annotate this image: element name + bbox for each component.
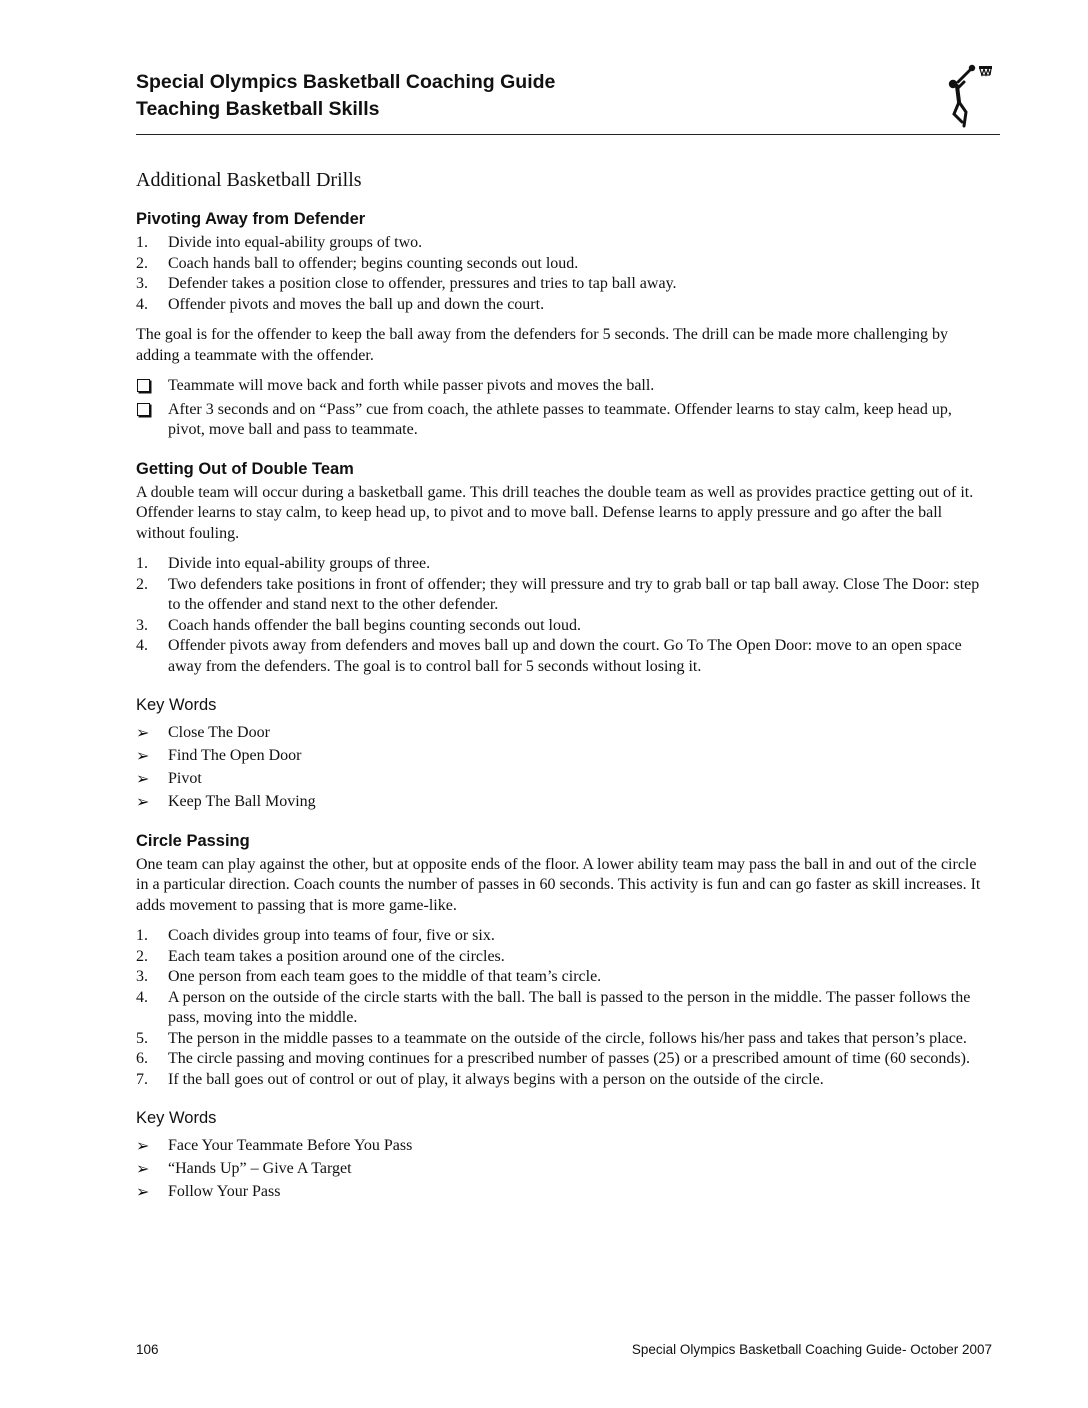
list-item: [136, 1049, 992, 1070]
step-text: Divide into equal-ability groups of two.: [168, 234, 423, 251]
list-item: [136, 233, 992, 254]
list-item: [136, 1159, 992, 1180]
drill3-steps: [136, 926, 992, 1090]
arrow-bullet-icon: ➢: [136, 769, 150, 788]
list-item: [136, 792, 992, 813]
list-item: [136, 274, 992, 295]
drill3-key-words: [136, 1136, 992, 1203]
arrow-bullet-icon: ➢: [136, 1136, 150, 1155]
step-number: 1.: [136, 234, 148, 251]
arrow-bullet-icon: ➢: [136, 792, 150, 811]
step-text: Offender pivots and moves the ball up and down the court.: [168, 295, 545, 313]
step-number: 2.: [136, 575, 148, 593]
header-title-line2: Teaching Basketball Skills: [136, 98, 380, 120]
step-number: 7.: [136, 1070, 148, 1088]
list-item: [136, 988, 992, 1029]
list-item: [136, 723, 992, 744]
drill-title-circle-passing: Circle Passing: [136, 831, 250, 850]
drill2-key-words: [136, 723, 992, 813]
list-item: [136, 967, 992, 988]
checkbox-bullet-icon: [137, 379, 150, 392]
step-text: Each team takes a position around one of the circles.: [168, 947, 505, 965]
list-item: [136, 1182, 992, 1203]
list-item: [136, 400, 992, 441]
step-text: One person from each team goes to the middle of that team’s circle.: [168, 968, 602, 985]
basketball-player-icon: [944, 60, 994, 132]
arrow-bullet-icon: ➢: [136, 746, 150, 765]
step-number: 4.: [136, 637, 148, 654]
section-title: Additional Basketball Drills: [136, 169, 362, 191]
step-number: 3.: [136, 968, 148, 985]
step-number: 3.: [136, 275, 148, 292]
list-item: [136, 636, 992, 677]
list-item: [136, 746, 992, 767]
step-text: Divide into equal-ability groups of three.: [168, 555, 431, 572]
check-text: Teammate will move back and forth while passer pivots and moves the ball.: [168, 377, 655, 394]
step-number: 4.: [136, 295, 148, 313]
arrow-bullet-icon: ➢: [136, 723, 150, 742]
footer-text: Special Olympics Basketball Coaching Guide- October 2007: [631, 1342, 992, 1357]
list-item: [136, 554, 992, 575]
drill2-steps: [136, 554, 992, 677]
drill1-paragraph: The goal is for the offender to keep the ball away from the defenders for 5 seconds. The drill can be made more challenging by adding a teammate with the offender.: [136, 326, 949, 364]
list-item: [136, 1070, 992, 1091]
key-word: Close The Door: [168, 724, 270, 741]
step-text: Offender pivots away from defenders and moves ball up and down the court. Go To The Open Door: move to an open space away from the defenders. The goal is to control ball for 5 seconds without losing it.: [168, 637, 962, 675]
check-text: After 3 seconds and on “Pass” cue from coach, the athlete passes to teammate. Offender learns to stay calm, keep head up, pivot, move ball and pass to teammate.: [168, 400, 952, 438]
step-number: 2.: [136, 947, 148, 965]
drill1-steps: [136, 233, 992, 315]
key-words-heading: Key Words: [136, 696, 217, 714]
list-item: [136, 1029, 992, 1050]
list-item: [136, 769, 992, 790]
page-content: [136, 166, 992, 1213]
drill2-paragraph: A double team will occur during a basketball game. This drill teaches the double team as well as provides practice getting out of it. Offender learns to stay calm, to keep head up, to pivot and to move ball. Defense learns to apply pressure and go after the ball without fouling.: [136, 483, 974, 542]
list-item: [136, 376, 992, 397]
step-number: 5.: [136, 1029, 148, 1047]
step-text: The person in the middle passes to a teammate on the outside of the circle, follows his/her pass and takes that person’s place.: [168, 1029, 967, 1047]
list-item: [136, 295, 992, 316]
key-word: Find The Open Door: [168, 747, 302, 764]
step-number: 1.: [136, 927, 148, 944]
key-word: Keep The Ball Moving: [168, 793, 316, 810]
list-item: [136, 616, 992, 637]
drill-title-double-team: Getting Out of Double Team: [136, 459, 354, 478]
drill1-checklist: [136, 376, 992, 441]
list-item: [136, 926, 992, 947]
step-text: Defender takes a position close to offender, pressures and tries to tap ball away.: [168, 275, 677, 292]
header-rule: [136, 134, 1000, 135]
step-number: 6.: [136, 1050, 148, 1067]
list-item: [136, 254, 992, 275]
checkbox-bullet-icon: [137, 403, 150, 416]
step-number: 1.: [136, 555, 148, 572]
header-title-line1: Special Olympics Basketball Coaching Guide: [136, 71, 556, 93]
key-word: Pivot: [168, 770, 202, 787]
step-number: 2.: [136, 254, 148, 272]
step-text: Coach hands ball to offender; begins counting seconds out loud.: [168, 254, 579, 272]
key-word: Follow Your Pass: [168, 1183, 281, 1200]
step-text: A person on the outside of the circle starts with the ball. The ball is passed to the person in the middle. The passer follows the pass, moving into the middle.: [168, 988, 971, 1026]
list-item: [136, 575, 992, 616]
step-text: Coach divides group into teams of four, five or six.: [168, 927, 495, 944]
footer-page-number: 106: [136, 1342, 159, 1357]
step-text: If the ball goes out of control or out of play, it always begins with a person on the outside of the circle.: [168, 1070, 824, 1088]
arrow-bullet-icon: ➢: [136, 1182, 150, 1201]
drill-title-pivoting: Pivoting Away from Defender: [136, 210, 366, 228]
list-item: [136, 947, 992, 968]
key-words-heading: Key Words: [136, 1109, 217, 1127]
key-word: Face Your Teammate Before You Pass: [168, 1137, 413, 1154]
list-item: [136, 1136, 992, 1157]
key-word: “Hands Up” – Give A Target: [168, 1160, 352, 1177]
step-number: 4.: [136, 988, 148, 1006]
step-text: Coach hands offender the ball begins counting seconds out loud.: [168, 616, 581, 634]
step-number: 3.: [136, 616, 148, 634]
drill3-paragraph: One team can play against the other, but at opposite ends of the floor. A lower ability team may pass the ball in and out of the circle in a particular direction. Coach counts the number of passes in 60 seconds. This activity is fun and can go faster as skill increases. It adds movement to passing that is more game-like.: [136, 855, 981, 914]
step-text: The circle passing and moving continues for a prescribed number of passes (25) or a prescribed amount of time (60 seconds).: [168, 1050, 970, 1067]
step-text: Two defenders take positions in front of offender; they will pressure and try to grab ball or tap ball away. Close The Door: step to the offender and stand next to the other defender.: [168, 575, 980, 613]
arrow-bullet-icon: ➢: [136, 1159, 150, 1178]
